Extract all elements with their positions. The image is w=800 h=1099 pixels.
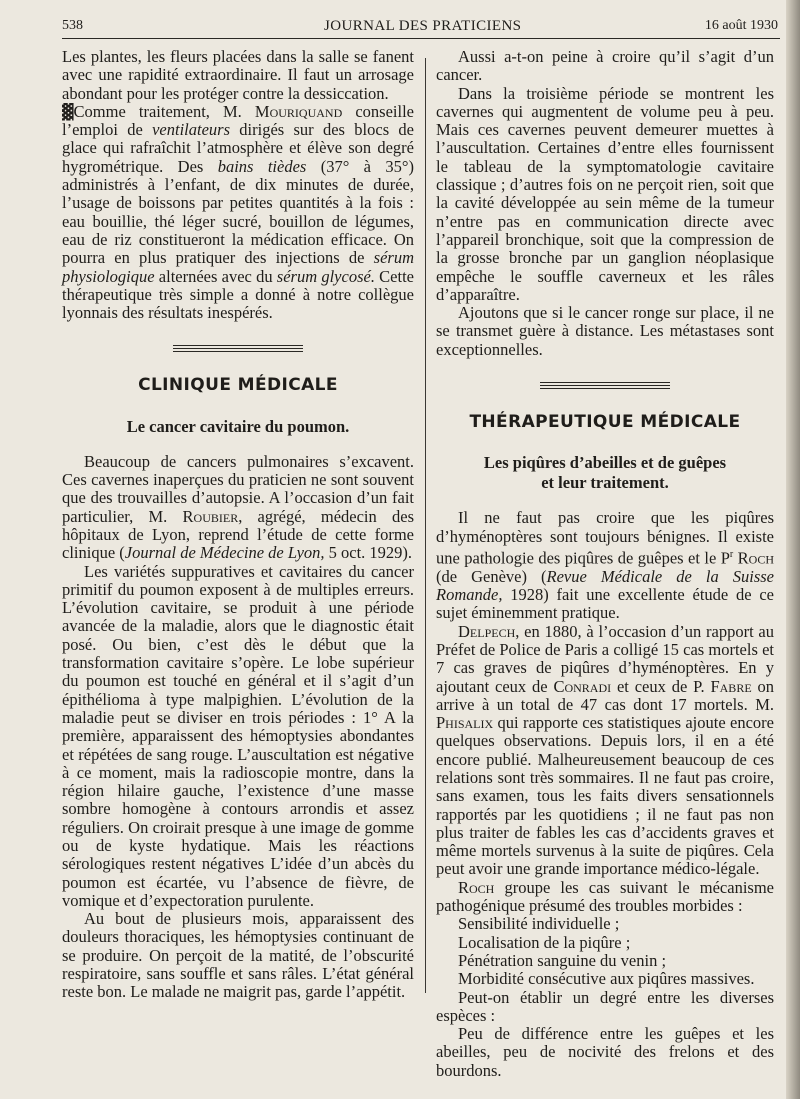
paragraph: Delpech, en 1880, à l’occasion d’un rapport au Préfet de Police de Paris a colligé 15 cas mortels et 7 cas graves de piqûres d’hyménoptères. En y ajoutant ceux de Conradi et ceux de P. Fabre on arrive à un total de 47 cas dont 17 mortels. M. Phisalix qui rapporte ces statistiques ajoute encore quelques observations. Depuis lors, il en a été encore publié. Malheureusement beaucoup de ces relations sont très sommaires. Il ne faut pas croire, sans examen, tous les faits divers sensationnels rapportés par les quotidiens ; il ne faut pas non plus traiter de fables les cas d’accidents graves et même mortels survenus à la suite de piqûres. Cela peut avoir une grande importance médico-légale. bbox=[436, 621, 775, 879]
page-edge-shadow bbox=[786, 0, 800, 1099]
article-title: Le cancer cavitaire du poumon. bbox=[126, 416, 350, 436]
list-item: Localisation de la piqûre ; bbox=[458, 932, 631, 952]
author-name: Roubier bbox=[182, 506, 239, 526]
paragraph: Les variétés suppuratives et cavitaires du cancer primitif du poumon exposent à de multiples erreurs. L’évolution cavitaire, se produit à une période avancée de la maladie, alors que le diagnostic était posé. Ou bien, c’est dès le début que la transformation cavitaire s’opère. Le lobe supérieur du poumon est touché en général et il s’agit d’un épithélioma à type malpighien. L’évolution de la maladie peut se diviser en trois périodes : 1° A la première, apparaissent des hémoptysies abondantes et répétées de sang rouge. L’auscultation est négative à ce moment, mais la radioscopie montre, dans la région hilaire gauche, l’existence d’une masse sombre homogène à contours arrondis et assez réguliers. On croirait presque à une image de gomme ou de kyste hydatique. Mais les réactions sérologiques restent négatives L’idée d’un abcès du poumon est écartée, vu l’absence de fièvre, de vomique et d’expectoration purulente. bbox=[62, 561, 414, 910]
paragraph: Les plantes, les fleurs placées dans la salle se fanent avec une rapidité extraordinaire. Il faut un arrosage abondant pour les protéger contre la dessiccation. bbox=[62, 47, 414, 103]
paragraph: Dans la troisième période se montrent les cavernes qui augmentent de volume peu à peu. Mais ces cavernes peuvent demeurer muettes à l’auscultation. Certaines d’entre elles fournissent le tableau de la symptomatologie cavitaire classique ; d’autres fois on ne perçoit rien, soit que la cavité développée au sein même de la tumeur n’entre pas en communication directe avec l’appareil bronchique, soit que la compression de la grosse bronche par un ganglion néoplasique empêche le souffle caverneux et les râles d’apparaître. bbox=[436, 83, 774, 304]
issue-date: 16 août 1930 bbox=[704, 18, 778, 33]
paragraph: Il ne faut pas croire que les piqûres d’hyménoptères sont toujours bénignes. Il existe une pathologie des piqûres de guêpes et le $P^r$ Roch (de Genève) (Revue Médicale de la Suisse Romande, 1928) fait une excellente étude de ce sujet éminemment pratique. bbox=[436, 508, 774, 623]
right-column bbox=[436, 48, 774, 1080]
header-rule bbox=[62, 38, 780, 39]
list-item: Morbidité consécutive aux piqûres massives. bbox=[458, 969, 755, 989]
section-separator bbox=[540, 382, 670, 389]
paragraph: Au bout de plusieurs mois, apparaissent des douleurs thoraciques, les hémoptysies continuant de se produire. On perçoit de la matité, de l’obscurité respiratoire, sans souffle et sans râles. L’état général reste bon. Le malade ne maigrit pas, garde l’appétit. bbox=[62, 909, 414, 1002]
paragraph: ▓Comme traitement, M. Mouriquand conseille l’emploi de ventilateurs dirigés sur des blocs de glace qui rafraîchit l’atmosphère et élève son degré hygrométrique. Des bains tièdes (37° à 35°) administrés à l’enfant, de dix minutes de durée, l’usage de boissons par petites quantités à la fois : eau bouillie, thé léger sucré, bouillon de légumes, eau de riz constitueront la médication efficace. On pourra en plus pratiquer des injections de sérum physiologique alternées avec du sérum glycosé. Cette thérapeutique très simple a donné à notre collègue lyonnais des résultats inespérés. bbox=[62, 101, 414, 323]
page-number: 538 bbox=[62, 18, 83, 33]
paragraph: Peu de différence entre les guêpes et les abeilles, peu de nocivité des frelons et des bourdons. bbox=[436, 1024, 774, 1080]
section-title: CLINIQUE MÉDICALE bbox=[138, 375, 338, 396]
journal-title: JOURNAL DES PRATICIENS bbox=[324, 18, 522, 34]
paragraph: Beaucoup de cancers pulmonaires s’excavent. Ces cavernes inaperçues du praticien ne sont souvent que des trouvailles d’autopsie. A l’occasion d’un fait particulier, M. Roubier, agrégé, médecin des hôpitaux de Lyon, reprend l’étude de cette forme clinique (Journal de Médecine de Lyon, 5 oct. 1929). bbox=[62, 451, 414, 563]
section-title: THÉRAPEUTIQUE MÉDICALE bbox=[469, 412, 741, 433]
running-header bbox=[62, 14, 782, 36]
paragraph: Aussi a-t-on peine à croire qu’il s’agit d’un cancer. bbox=[436, 47, 774, 85]
ink-mark: ▓ bbox=[62, 102, 74, 121]
list-item: Sensibilité individuelle ; bbox=[458, 914, 620, 934]
author-name: Roch bbox=[733, 548, 774, 568]
list-item: Pénétration sanguine du venin ; bbox=[458, 950, 667, 970]
article-title: Les piqûres d’abeilles et de guêpes et leur traitement. bbox=[483, 453, 727, 493]
left-column bbox=[62, 48, 414, 1002]
paragraph: Peut-on établir un degré entre les diverses espèces : bbox=[436, 987, 774, 1025]
author-name: Roch bbox=[458, 877, 495, 897]
author-name: Delpech bbox=[458, 621, 516, 641]
section-separator bbox=[173, 345, 303, 352]
author-name: Mouriquand bbox=[254, 101, 343, 121]
column-divider bbox=[425, 58, 426, 993]
paragraph: Roch groupe les cas suivant le mécanisme pathogénique présumé des troubles morbides : bbox=[436, 877, 774, 916]
paragraph: Ajoutons que si le cancer ronge sur place, il ne se transmet guère à distance. Les métastases sont exceptionnelles. bbox=[436, 303, 774, 359]
